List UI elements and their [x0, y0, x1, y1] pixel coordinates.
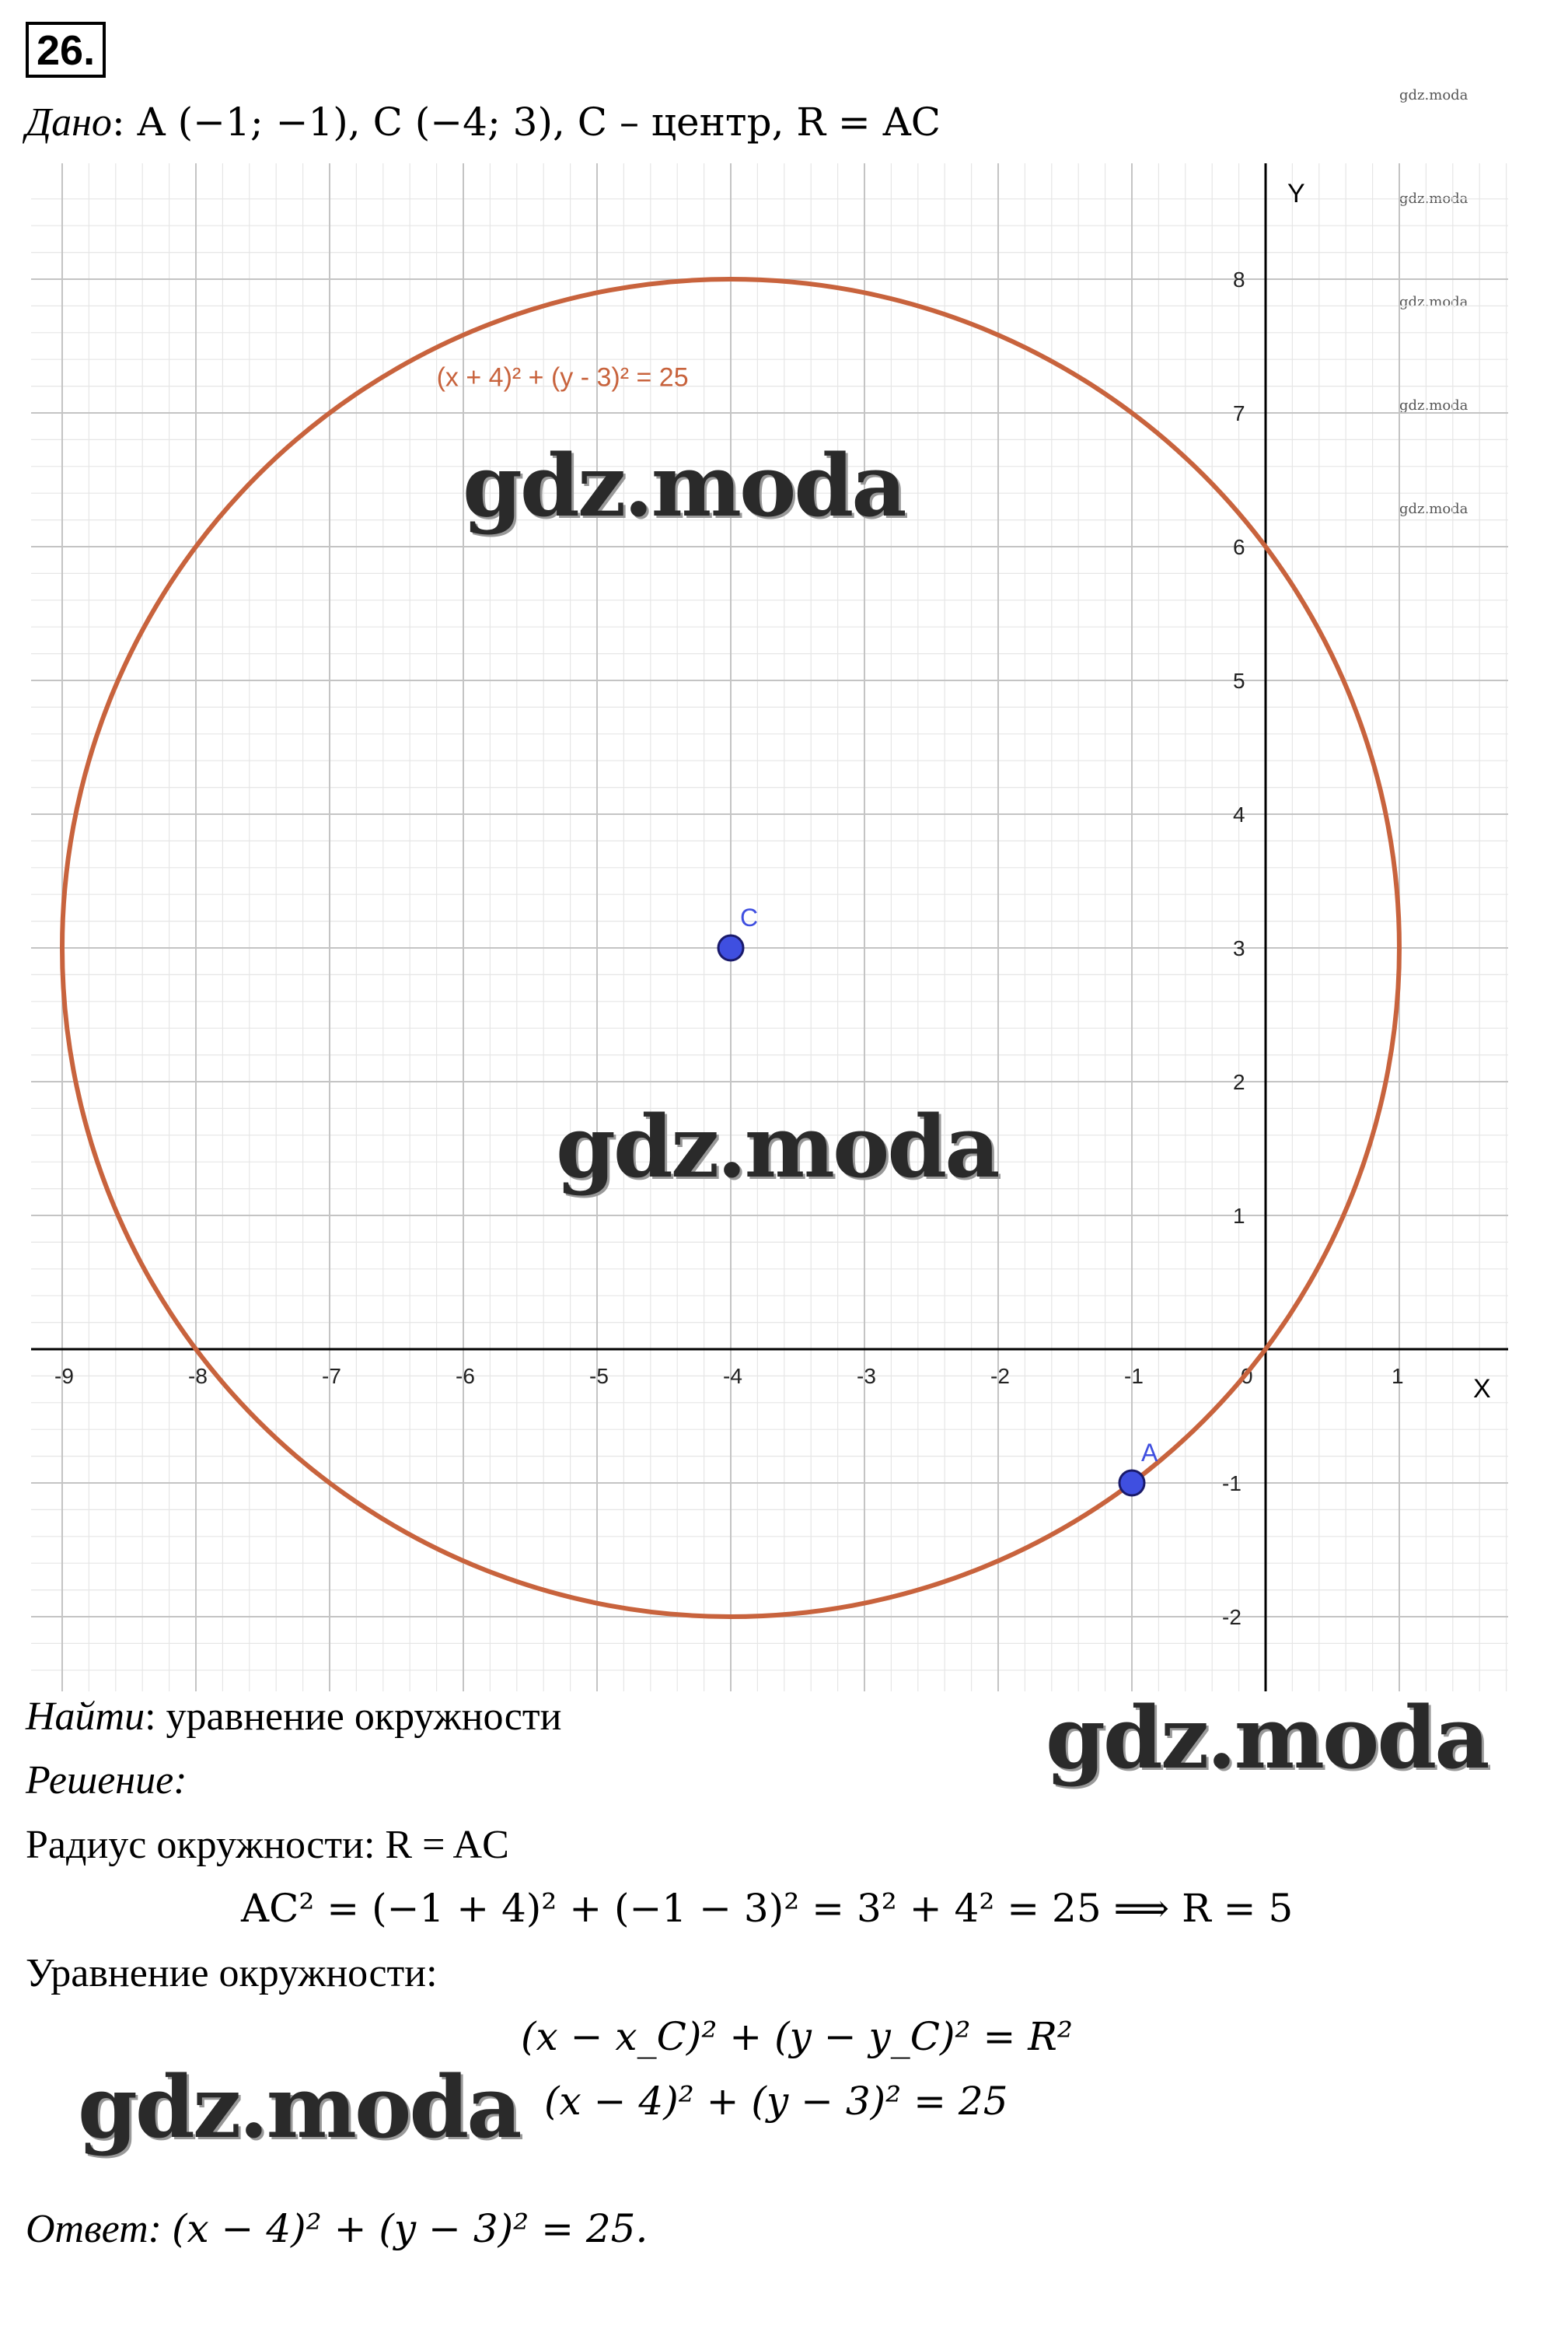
circle-equation-label: (x + 4)² + (y - 3)² = 25 [436, 362, 689, 393]
general-equation: (x − x_C)² + (y − y_C)² = R² [521, 2014, 1073, 2059]
find-label: Найти [26, 1694, 145, 1739]
equation-heading: Уравнение окружности: [26, 1951, 438, 1995]
y-tick-label: 6 [1233, 535, 1245, 559]
y-axis-label: Y [1287, 179, 1305, 208]
major-grid [31, 163, 1508, 1691]
x-tick-label: -4 [723, 1364, 742, 1388]
watermark-big-4: gdz.moda [78, 2057, 520, 2157]
point-a [1119, 1470, 1144, 1495]
x-tick-label: -9 [54, 1364, 74, 1388]
x-tick-label: -8 [188, 1364, 208, 1388]
watermark-small-3: gdz.moda [1399, 294, 1468, 310]
y-tick-label: -2 [1222, 1605, 1241, 1629]
watermark-big-2: gdz.moda [556, 1096, 998, 1197]
find-text: : уравнение окружности [145, 1694, 562, 1739]
answer-text: (x − 4)² + (y − 3)² = 25. [171, 2206, 648, 2251]
y-tick-label: 5 [1233, 669, 1245, 693]
axes [31, 163, 1508, 1691]
point-c [718, 935, 743, 960]
point-label-a: A [1141, 1439, 1158, 1467]
problem-number: 26. [26, 22, 106, 78]
x-tick-label: -2 [990, 1364, 1010, 1388]
y-tick-label: 3 [1233, 936, 1245, 960]
point-label-c: C [740, 904, 759, 932]
x-tick-label: -7 [322, 1364, 341, 1388]
specific-equation: (x − 4)² + (y − 3)² = 25 [544, 2079, 1008, 2124]
y-tick-label: 4 [1233, 803, 1245, 827]
x-tick-label: 0 [1241, 1364, 1253, 1388]
answer-label: Ответ: [26, 2207, 162, 2251]
x-tick-label: -6 [456, 1364, 475, 1388]
x-tick-label: -5 [589, 1364, 609, 1388]
y-tick-label: 7 [1233, 401, 1245, 425]
given-label: Дано [26, 100, 112, 145]
watermark-small-4: gdz.moda [1399, 397, 1468, 414]
x-tick-label: 1 [1392, 1364, 1404, 1388]
x-tick-label: -1 [1124, 1364, 1144, 1388]
watermark-big-3: gdz.moda [1046, 1687, 1488, 1788]
solution-label: Решение: [26, 1758, 187, 1803]
y-tick-label: 8 [1233, 268, 1245, 292]
x-axis-label: X [1473, 1374, 1491, 1404]
answer-line [26, 2206, 648, 2252]
radius-line: Радиус окружности: R = AC [26, 1823, 509, 1867]
given-text: : A (−1; −1), C (−4; 3), C – центр, R = AC [111, 100, 941, 145]
watermark-small-2: gdz.moda [1399, 191, 1468, 207]
y-tick-label: 1 [1233, 1204, 1245, 1228]
y-tick-label: 2 [1233, 1070, 1245, 1094]
watermark-big-1: gdz.moda [463, 435, 905, 536]
watermark-small-1: gdz.moda [1399, 87, 1468, 103]
watermark-small-5: gdz.moda [1399, 501, 1468, 517]
find-line [26, 1694, 561, 1740]
x-tick-label: -3 [857, 1364, 876, 1388]
minor-grid [31, 163, 1508, 1695]
ac-computation: AC² = (−1 + 4)² + (−1 − 3)² = 3² + 4² = 25 ⟹ R = 5 [241, 1886, 1294, 1931]
y-tick-label: -1 [1222, 1471, 1241, 1495]
